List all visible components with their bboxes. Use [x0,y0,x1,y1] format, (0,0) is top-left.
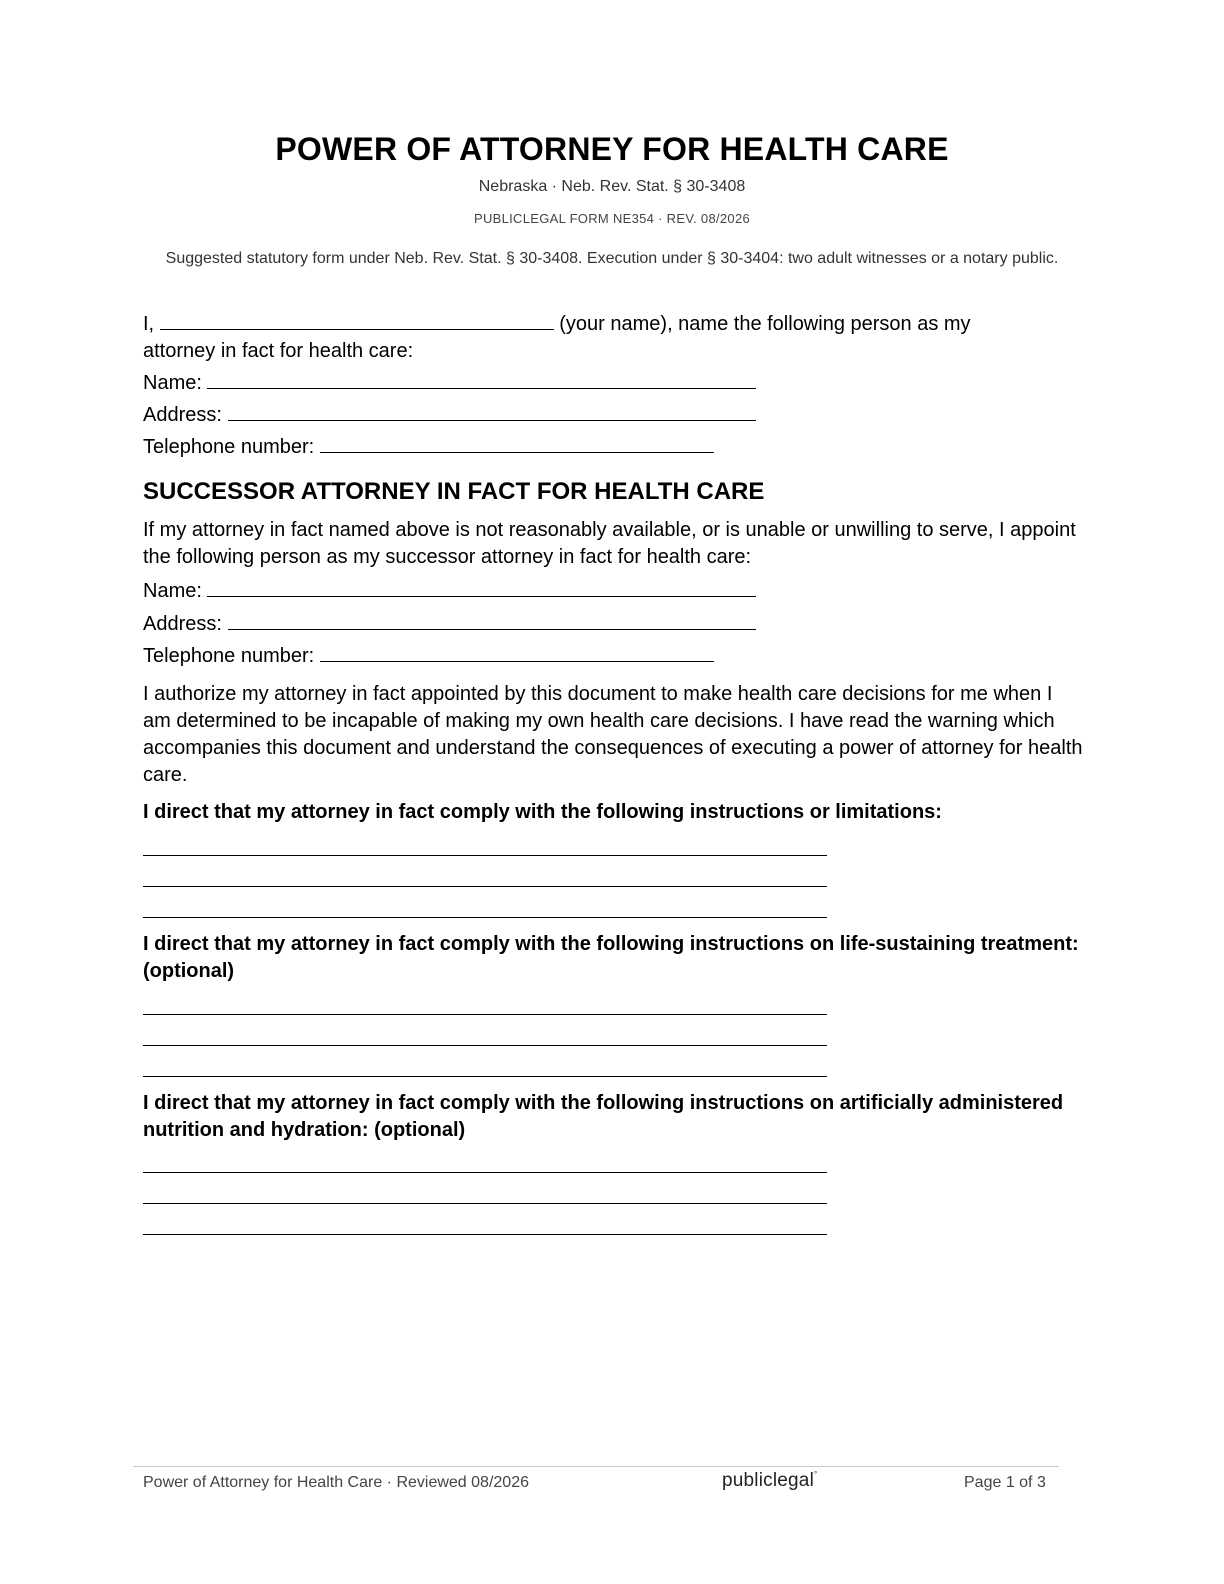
nutrition-line-3[interactable] [143,1234,827,1235]
execution-note: Suggested statutory form under Neb. Rev. Stat. § 30-3408. Execution under § 30-3404: two adult witnesses or a notary public. [165,250,1059,267]
limitations-line-3[interactable] [143,917,827,918]
document-title: POWER OF ATTORNEY FOR HEALTH CARE [275,131,949,167]
limitations-line-1[interactable] [143,855,827,856]
designation-prefix: I, [143,313,155,335]
life-sustaining-line-1[interactable] [143,1014,827,1015]
authorization-paragraph: I authorize my attorney in fact appointed by this document to make health care decisions for me when I am determined to be incapable of making my own health care decisions. I have read the warning which accompanies this document and understand the consequences of executing a power of attorney for health care. [143,683,1083,786]
successor-phone-label: Telephone number: [143,645,315,667]
footer-divider [133,1466,1059,1467]
successor-address-row [143,611,756,638]
page-number: Page 1 of 3 [964,1474,1046,1491]
designation-suffix: (your name), name the following person as my [559,313,971,335]
nutrition-heading: I direct that my attorney in fact comply with the following instructions on artificially administered nutrition and hydration: (optional) [143,1092,1064,1141]
nutrition-line-1[interactable] [143,1172,827,1173]
successor-address-label: Address: [143,613,222,635]
form-id: PUBLICLEGAL FORM NE354 · REV. 08/2026 [473,211,751,226]
footer-left-text: Power of Attorney for Health Care · Reviewed 08/2026 [143,1474,529,1491]
agent-name-row [143,370,756,397]
designation-line-2: attorney in fact for health care: [143,340,414,362]
successor-name-field[interactable] [207,578,756,597]
life-sustaining-heading: I direct that my attorney in fact comply with the following instructions on life-sustaining treatment: (optional) [143,933,1079,982]
successor-intro: If my attorney in fact named above is not reasonably available, or is unable or unwilling to serve, I appoint the following person as my successor attorney in fact for health care: [143,519,1076,568]
successor-address-field[interactable] [228,611,756,630]
agent-address-row [143,402,756,429]
agent-phone-field[interactable] [320,434,714,453]
life-sustaining-line-2[interactable] [143,1045,827,1046]
statute-subtitle: Nebraska · Neb. Rev. Stat. § 30-3408 [478,178,746,195]
agent-phone-row [143,434,714,461]
successor-heading: SUCCESSOR ATTORNEY IN FACT FOR HEALTH CARE [143,478,765,505]
successor-phone-row [143,643,714,670]
principal-name-field[interactable] [160,311,554,330]
life-sustaining-line-3[interactable] [143,1076,827,1077]
logo-text: publiclegal [722,1470,814,1491]
agent-address-field[interactable] [228,402,756,421]
limitations-heading: I direct that my attorney in fact comply with the following instructions or limitations: [143,801,942,823]
agent-name-label: Name: [143,372,202,394]
designation-line [143,311,971,338]
agent-address-label: Address: [143,404,222,426]
nutrition-line-2[interactable] [143,1203,827,1204]
successor-name-label: Name: [143,580,202,602]
publiclegal-logo: publiclegal° [722,1470,818,1491]
agent-name-field[interactable] [207,370,756,389]
agent-phone-label: Telephone number: [143,436,315,458]
limitations-line-2[interactable] [143,886,827,887]
successor-name-row [143,578,756,605]
successor-phone-field[interactable] [320,643,714,662]
